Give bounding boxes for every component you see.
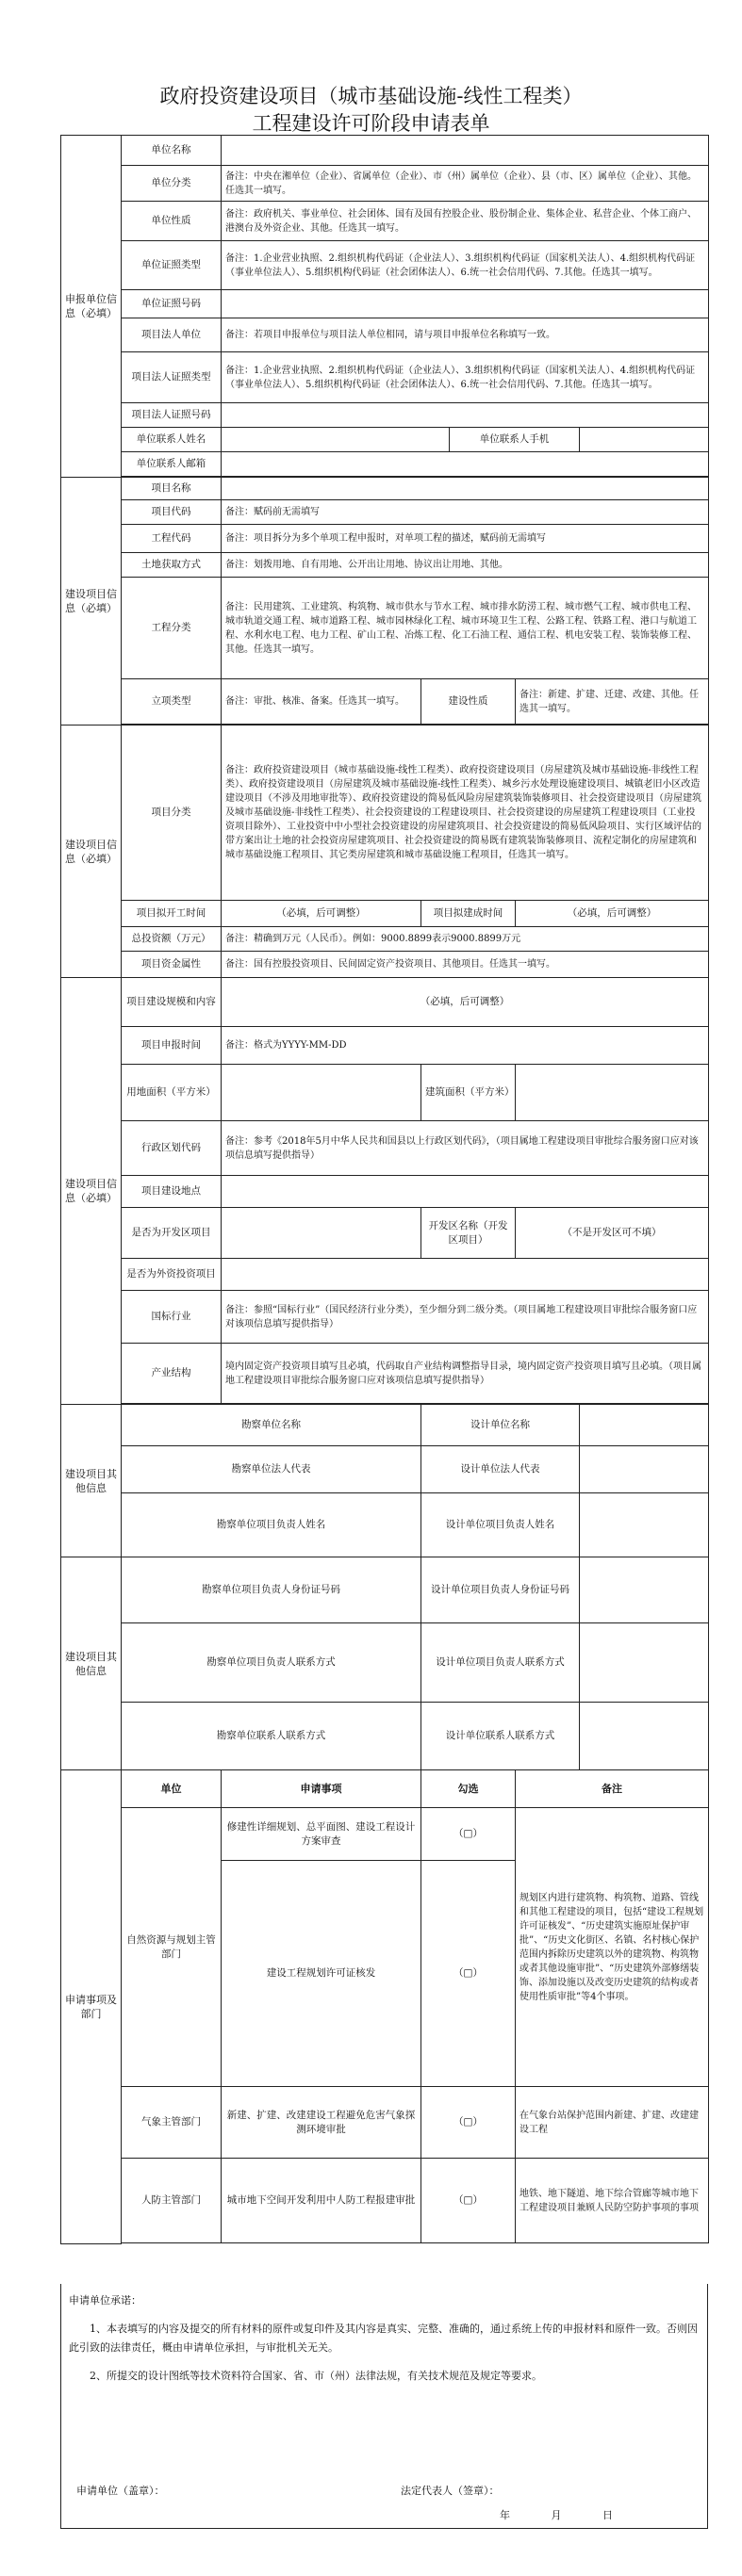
industry-structure-label: 产业结构 (122, 1344, 222, 1404)
remark-natural-resources: 规划区内进行建筑物、构筑物、道路、管线和其他工程建设的项目，包括“建设工程规划许可证核发”、“历史建筑实施原址保护审批”、“历史文化街区、名镇、名村核心保护范围内拆除历史建筑以外的建筑物、构筑物或者其他设施审批”、“历史建筑外部修缮装饰、添加设施以及改变历史建筑的结构或者使用性质审批”等4个事项。 (516, 1808, 709, 2087)
foreign-invest-label: 是否为外资投资项目 (122, 1259, 222, 1291)
unit-license-type-field[interactable]: 备注：1.企业营业执照、2.组织机构代码证（企业法人）、3.组织机构代码证（国家机关法人）、4.组织机构代码证（事业单位法人）、5.组织机构代码证（社会团体法人）、6.统一社会信用代码、7.其他。任选其一填写。 (222, 241, 709, 290)
engineering-code-label: 工程代码 (122, 525, 222, 553)
legal-license-type-label: 项目法人证照类型 (122, 352, 222, 403)
unit-name-field[interactable] (222, 136, 709, 166)
contact-email-field[interactable] (222, 452, 709, 477)
section-project-info-3: 建设项目信息（必填） (61, 978, 122, 1405)
total-investment-field[interactable]: 备注：精确到万元（人民币）。例如：9000.8899表示9000.8899万元 (222, 927, 709, 952)
land-area-label: 用地面积（平方米） (122, 1065, 222, 1121)
survey-contact-label: 勘察单位联系人联系方式 (122, 1703, 421, 1770)
sign-rep-label: 法定代表人（签章）： (401, 2485, 500, 2497)
dept-civil-defense: 人防主管部门 (122, 2159, 222, 2243)
section-project-info: 建设项目信息（必填） (61, 478, 122, 726)
form-title (0, 0, 742, 135)
approval-type-label: 立项类型 (122, 679, 222, 725)
project-name-label: 项目名称 (122, 478, 222, 500)
design-legal-rep-label: 设计单位法人代表 (421, 1446, 580, 1493)
industry-field[interactable]: 备注：参照“国标行业”（国民经济行业分类），至少细分到二级分类。（项目属地工程建设项目审批综合服务窗口应对该项信息填写提供指导） (222, 1291, 709, 1344)
fund-attribute-label: 项目资金属性 (122, 952, 222, 978)
dev-zone-name-label: 开发区名称（开发区项目） (421, 1208, 516, 1259)
unit-license-no-label: 单位证照号码 (122, 290, 222, 318)
scale-label: 项目建设规模和内容 (122, 978, 222, 1027)
item-design-review: 修建性详细规划、总平面图、建设工程设计方案审查 (222, 1808, 421, 1861)
design-contact-label: 设计单位联系人联系方式 (421, 1703, 580, 1770)
engineering-type-field[interactable]: 备注：民用建筑、工业建筑、构筑物、城市供水与节水工程、城市排水防涝工程、城市燃气工程、城市供电工程、城市轨道交通工程、城市道路工程、城市园林绿化工程、城市环境卫生工程、公路工程、铁路工程、港口与航道工程、水利水电工程、电力工程、矿山工程、冶炼工程、化工石油工程、通信工程、机电安装工程、装饰装修工程、其他。任选其一填写。 (222, 578, 709, 679)
survey-pm-contact-label: 勘察单位项目负责人联系方式 (122, 1623, 421, 1703)
land-method-field[interactable]: 备注：划拨用地、自有用地、公开出让用地、协议出让用地、其他。 (222, 553, 709, 578)
design-pm-label: 设计单位项目负责人姓名 (421, 1493, 580, 1557)
dev-zone-name-field[interactable]: （不是开发区可不填） (516, 1208, 709, 1259)
item-planning-permit: 建设工程规划许可证核发 (222, 1861, 421, 2087)
item-civil-defense: 城市地下空间开发利用中人防工程报建审批 (222, 2159, 421, 2243)
build-nature-field[interactable]: 备注：新建、扩建、迁建、改建、其他。任选其一填写。 (516, 679, 709, 725)
building-area-label: 建筑面积（平方米） (421, 1065, 516, 1121)
dev-zone-project-field[interactable] (222, 1208, 421, 1259)
region-code-label: 行政区划代码 (122, 1121, 222, 1176)
apply-header-dept: 单位 (122, 1770, 222, 1808)
dev-zone-project-label: 是否为开发区项目 (122, 1208, 222, 1259)
legal-license-no-field[interactable] (222, 403, 709, 428)
unit-license-type-label: 单位证照类型 (122, 241, 222, 290)
end-date-field[interactable]: （必填，后可调整） (516, 901, 709, 927)
unit-category-label: 单位分类 (122, 166, 222, 202)
design-legal-rep-field[interactable] (580, 1446, 709, 1493)
project-address-label: 项目建设地点 (122, 1176, 222, 1208)
design-pm-contact-label: 设计单位项目负责人联系方式 (421, 1623, 580, 1703)
dept-natural-resources: 自然资源与规划主管部门 (122, 1808, 222, 2087)
region-code-field[interactable]: 备注：参考《2018年5月中华人民共和国县以上行政区划代码》，（项目属地工程建设项目审批综合服务窗口应对该项信息填写提供指导） (222, 1121, 709, 1176)
end-date-label: 项目拟建成时间 (421, 901, 516, 927)
checkbox-civil-defense[interactable]: （□） (421, 2159, 516, 2243)
total-investment-label: 总投资额（万元） (122, 927, 222, 952)
checkbox-meteorology[interactable]: （□） (421, 2087, 516, 2159)
apply-header-check: 勾选 (421, 1770, 516, 1808)
unit-nature-label: 单位性质 (122, 202, 222, 241)
land-area-field[interactable] (222, 1065, 421, 1121)
remark-civil-defense: 地铁、地下隧道、地下综合管廊等城市地下工程建设项目兼顾人民防空防护事项的事项 (516, 2159, 709, 2243)
project-code-field[interactable]: 备注：赋码前无需填写 (222, 500, 709, 525)
section-other-info-2: 建设项目其他信息 (61, 1557, 122, 1770)
apply-header-remark: 备注 (516, 1770, 709, 1808)
promise-section (60, 2284, 708, 2529)
legal-license-no-label: 项目法人证照号码 (122, 403, 222, 428)
section-unit-info: 申报单位信息（必填） (61, 136, 122, 478)
design-pm-contact-field[interactable] (580, 1623, 709, 1703)
title-line-2: 工程建设许可阶段申请表单 (252, 112, 490, 135)
legal-license-type-field[interactable]: 备注：1.企业营业执照、2.组织机构代码证（企业法人）、3.组织机构代码证（国家机关法人）、4.组织机构代码证（事业单位法人）、5.组织机构代码证（社会团体法人）、6.统一社会信用代码、7.其他。任选其一填写。 (222, 352, 709, 403)
build-nature-label: 建设性质 (421, 679, 516, 725)
project-code-label: 项目代码 (122, 500, 222, 525)
legal-unit-field[interactable]: 备注：若项目申报单位与项目法人单位相同，请与项目申报单位名称填写一致。 (222, 318, 709, 352)
section-apply: 申请事项及部门 (61, 1770, 122, 2244)
survey-pm-label: 勘察单位项目负责人姓名 (122, 1493, 421, 1557)
declare-date-label: 项目申报时间 (122, 1027, 222, 1065)
start-date-label: 项目拟开工时间 (122, 901, 222, 927)
checkbox-design-review[interactable]: （□） (421, 1808, 516, 1861)
sign-date: 年 月 日 (500, 2509, 632, 2521)
survey-pm-id-label: 勘察单位项目负责人身份证号码 (122, 1557, 421, 1623)
unit-nature-field[interactable]: 备注：政府机关、事业单位、社会团体、国有及国有控股企业、股份制企业、集体企业、私营企业、个体工商户、港澳台及外资企业、其他。任选其一填写。 (222, 202, 709, 241)
dept-meteorology: 气象主管部门 (122, 2087, 222, 2159)
start-date-field[interactable]: （必填，后可调整） (222, 901, 421, 927)
declare-date-field[interactable]: 备注：格式为YYYY-MM-DD (222, 1027, 709, 1065)
item-meteorology: 新建、扩建、改建建设工程避免危害气象探测环境审批 (222, 2087, 421, 2159)
section-project-info-2: 建设项目信息（必填） (61, 726, 122, 978)
scale-field[interactable]: （必填，后可调整） (222, 978, 709, 1027)
project-class-label: 项目分类 (122, 726, 222, 901)
survey-legal-rep-label: 勘察单位法人代表 (122, 1446, 421, 1493)
contact-email-label: 单位联系人邮箱 (122, 452, 222, 477)
design-pm-id-field[interactable] (580, 1557, 709, 1623)
section-other-info: 建设项目其他信息 (61, 1405, 122, 1557)
engineering-code-field[interactable]: 备注：项目拆分为多个单项工程申报时，对单项工程的描述，赋码前无需填写 (222, 525, 709, 553)
industry-label: 国标行业 (122, 1291, 222, 1344)
contact-phone-field[interactable] (580, 428, 709, 452)
building-area-field[interactable] (516, 1065, 709, 1121)
remark-meteorology: 在气象台站保护范围内新建、扩建、改建建设工程 (516, 2087, 709, 2159)
project-address-field[interactable] (222, 1176, 709, 1208)
design-pm-id-label: 设计单位项目负责人身份证号码 (421, 1557, 580, 1623)
project-name-field[interactable] (222, 478, 709, 500)
promise-item-1: 1、本表填写的内容及提交的所有材料的原件或复印件及其内容是真实、完整、准确的，通过系统上传的申报材料和原件一致。否则因此引致的法律责任，概由申请单位承担，与审批机关无关。 (69, 2323, 698, 2354)
unit-name-label: 单位名称 (122, 136, 222, 166)
contact-name-field[interactable] (222, 428, 450, 452)
engineering-type-label: 工程分类 (122, 578, 222, 679)
apply-header-item: 申请事项 (222, 1770, 421, 1808)
design-pm-field[interactable] (580, 1493, 709, 1557)
checkbox-planning-permit[interactable]: （□） (421, 1861, 516, 2087)
contact-name-label: 单位联系人姓名 (122, 428, 222, 452)
foreign-invest-field[interactable] (222, 1259, 709, 1291)
industry-structure-field[interactable]: 境内固定资产投资项目填写且必填，代码取自产业结构调整指导目录，境内固定资产投资项目填写且必填。（项目属地工程建设项目审批综合服务窗口应对该项信息填写提供指导） (222, 1344, 709, 1404)
sign-unit-label: 申请单位（盖章）： (76, 2485, 165, 2497)
survey-unit-name-label: 勘察单位名称 (122, 1405, 421, 1446)
land-method-label: 土地获取方式 (122, 553, 222, 578)
approval-type-field[interactable]: 备注：审批、核准、备案。任选其一填写。 (222, 679, 421, 725)
promise-item-2: 2、所提交的设计图纸等技术资料符合国家、省、市（州）法律法规，有关技术规范及规定等要求。 (90, 2370, 542, 2382)
design-unit-name-field[interactable] (580, 1405, 709, 1446)
unit-license-no-field[interactable] (222, 290, 709, 318)
fund-attribute-field[interactable]: 备注：国有控股投资项目、民间固定资产投资项目、其他项目。任选其一填写。 (222, 952, 709, 978)
project-class-field[interactable]: 备注：政府投资建设项目（城市基础设施-线性工程类）、政府投资建设项目（房屋建筑及城市基础设施-非线性工程类）、政府投资建设项目（房屋建筑及城市基础设施-线性工程类）、城乡污水处理设施建设项目、城镇老旧小区改造建设项目（不涉及用地审批等）、政府投资建设的简易低风险房屋建筑装饰装修项目、社会投资建设项目（房屋建筑及城市基础设施-非线性工程类）、社会投资建设的工程建设项目、社会投资建设的房屋建筑工程建设项目（工业投资项目除外）、工业投资中中小型社会投资建设的房屋建筑项目、社会投资建设的简易低风险项目、实行区域评估的带方案出让土地的社会投资房屋建筑项目、社会投资建设的简易既有建筑装饰装修项目、流程定制化的房屋建筑和城市基础设施工程项目、其它类房屋建筑和城市基础设施工程项目，任选其一填写。 (222, 726, 709, 901)
contact-phone-label: 单位联系人手机 (450, 428, 580, 452)
design-unit-name-label: 设计单位名称 (421, 1405, 580, 1446)
application-table (60, 135, 709, 2244)
promise-title: 申请单位承诺： (69, 2294, 141, 2307)
title-line-1: 政府投资建设项目（城市基础设施-线性工程类） (159, 85, 583, 107)
design-contact-field[interactable] (580, 1703, 709, 1770)
unit-category-field[interactable]: 备注：中央在湘单位（企业）、省属单位（企业）、市（州）属单位（企业）、县（市、区）属单位（企业）、其他。任选其一填写。 (222, 166, 709, 202)
legal-unit-label: 项目法人单位 (122, 318, 222, 352)
